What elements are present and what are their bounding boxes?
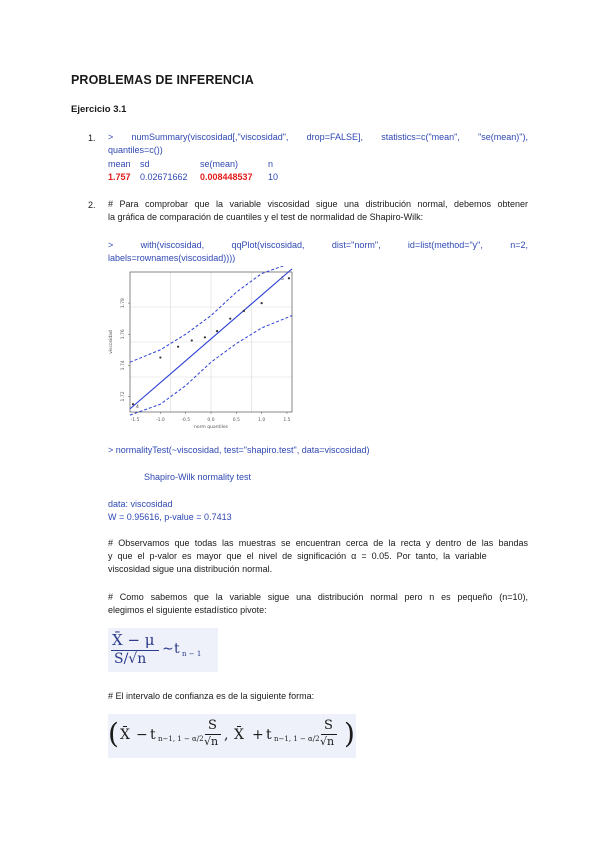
normality-command: > normalityTest(~viscosidad, test="shapiro.test", data=viscosidad) bbox=[108, 445, 370, 455]
observation-line3: viscosidad sigue una distribución normal. bbox=[108, 564, 273, 574]
qqplot-command-cont: labels=rownames(viscosidad)))) bbox=[108, 253, 236, 263]
shapiro-data-line: data: viscosidad bbox=[108, 499, 173, 509]
interval-xbar-right: X̄ bbox=[234, 727, 244, 743]
item-number-2: 2. bbox=[88, 200, 96, 210]
x-tick-label: 0.5 bbox=[232, 418, 240, 423]
point-label: 4 bbox=[136, 405, 139, 411]
data-point bbox=[261, 302, 263, 304]
summary-header-n: n bbox=[268, 159, 274, 169]
shapiro-test-title: Shapiro-Wilk normality test bbox=[144, 472, 252, 482]
data-point bbox=[191, 339, 193, 341]
numsummary-command: > numSummary(viscosidad[,"viscosidad", drop=FALSE], statistics=c("mean", "se(mean)"), bbox=[108, 132, 528, 142]
summary-header-mean: mean bbox=[108, 159, 131, 169]
formula-tilde: ∼ bbox=[162, 641, 174, 657]
summary-value-n: 10 bbox=[268, 172, 279, 182]
interval-minus: − bbox=[136, 727, 148, 743]
item-number-1: 1. bbox=[88, 133, 96, 143]
y-tick-label: 1.72 bbox=[121, 391, 126, 402]
y-axis-label: viscosidad bbox=[109, 330, 114, 354]
x-tick-label: -1.5 bbox=[130, 418, 140, 423]
interval-t-left: t bbox=[150, 727, 156, 743]
data-point bbox=[288, 277, 290, 279]
shapiro-result: W = 0.95616, p-value = 0.7413 bbox=[108, 512, 232, 522]
qq-plot bbox=[106, 266, 300, 440]
observation-line1: # Observamos que todas las muestras se encuentran cerca de la recta y dentro de las bandas bbox=[108, 538, 528, 548]
data-point bbox=[229, 318, 231, 320]
qqplot-command: > with(viscosidad, qqPlot(viscosidad, dist="norm", id=list(method="y", n=2, bbox=[108, 240, 528, 250]
summary-value-se: 0.008448537 bbox=[200, 172, 253, 182]
observation-line2: y que el p-valor es mayor que el nivel de significación α = 0.05. Por tanto, la variable bbox=[108, 551, 487, 561]
formula-S: S bbox=[114, 651, 124, 667]
qq-intro-line2: la gráfica de comparación de cuantiles y el test de normalidad de Shapiro-Wilk: bbox=[108, 212, 424, 222]
interval-t-sub-right: n−1, 1 − α/2 bbox=[274, 735, 320, 743]
formula-sqrt-n: n bbox=[137, 651, 147, 667]
pivot-line1: # Como sabemos que la variable sigue una distribución normal pero n es pequeño (n=10), bbox=[108, 592, 528, 602]
qq-intro-line1: # Para comprobar que la variable viscosidad sigue una distribución normal, debemos obtener bbox=[108, 199, 528, 209]
interval-xbar-left: X̄ bbox=[120, 727, 130, 743]
summary-header-se: se(mean) bbox=[200, 159, 239, 169]
interval-S-right: S bbox=[324, 718, 333, 733]
y-tick-label: 1.78 bbox=[121, 298, 126, 309]
pivot-line2: elegimos el siguiente estadístico pivote: bbox=[108, 605, 267, 615]
pivot-formula: X̄ − μ S/√n ∼ t n − 1 bbox=[108, 628, 218, 672]
interval-open-paren: ( bbox=[108, 717, 119, 750]
numsummary-command-cont: quantiles=c()) bbox=[108, 145, 163, 155]
x-axis-label: norm quantiles bbox=[194, 425, 228, 430]
data-point bbox=[177, 346, 179, 348]
formula-t-sub: n − 1 bbox=[182, 650, 202, 658]
exercise-title: Ejercicio 3.1 bbox=[71, 104, 127, 115]
interval-sqrt-n-right: n bbox=[327, 735, 335, 748]
formula-t: t bbox=[174, 641, 180, 657]
summary-value-sd: 0.02671662 bbox=[140, 172, 188, 182]
summary-value-mean: 1.757 bbox=[108, 172, 131, 182]
x-tick-label: -0.5 bbox=[181, 418, 191, 423]
page-title: PROBLEMAS DE INFERENCIA bbox=[71, 73, 254, 87]
x-tick-label: 1.0 bbox=[258, 418, 266, 423]
x-tick-label: 1.5 bbox=[283, 418, 291, 423]
data-point bbox=[243, 310, 245, 312]
formula-xbar: X̄ bbox=[112, 631, 123, 649]
interval-plus: + bbox=[252, 727, 264, 743]
interval-sqrt-n-left: n bbox=[211, 735, 219, 748]
summary-header-sd: sd bbox=[140, 159, 150, 169]
interval-t-sub-left: n−1, 1 − α/2 bbox=[158, 735, 204, 743]
point-label: 5 bbox=[280, 277, 284, 283]
formula-minus-mu: − μ bbox=[127, 631, 155, 649]
interval-t-right: t bbox=[266, 727, 272, 743]
data-point bbox=[159, 356, 161, 358]
data-point bbox=[132, 403, 134, 405]
interval-comma: , bbox=[224, 727, 229, 743]
interval-formula: ( X̄ − t n−1, 1 − α/2 S √n , X̄ + t n−1, 1 − α/2 S √n ) bbox=[108, 714, 356, 758]
x-tick-label: 0.0 bbox=[207, 418, 215, 423]
interval-intro: # El intervalo de confianza es de la siguiente forma: bbox=[108, 691, 315, 701]
y-tick-label: 1.74 bbox=[121, 360, 126, 371]
interval-close-paren: ) bbox=[344, 717, 355, 750]
x-tick-label: -1.0 bbox=[155, 418, 165, 423]
interval-S-left: S bbox=[208, 718, 217, 733]
y-tick-label: 1.76 bbox=[121, 329, 126, 340]
data-point bbox=[204, 336, 206, 338]
data-point bbox=[216, 330, 218, 332]
